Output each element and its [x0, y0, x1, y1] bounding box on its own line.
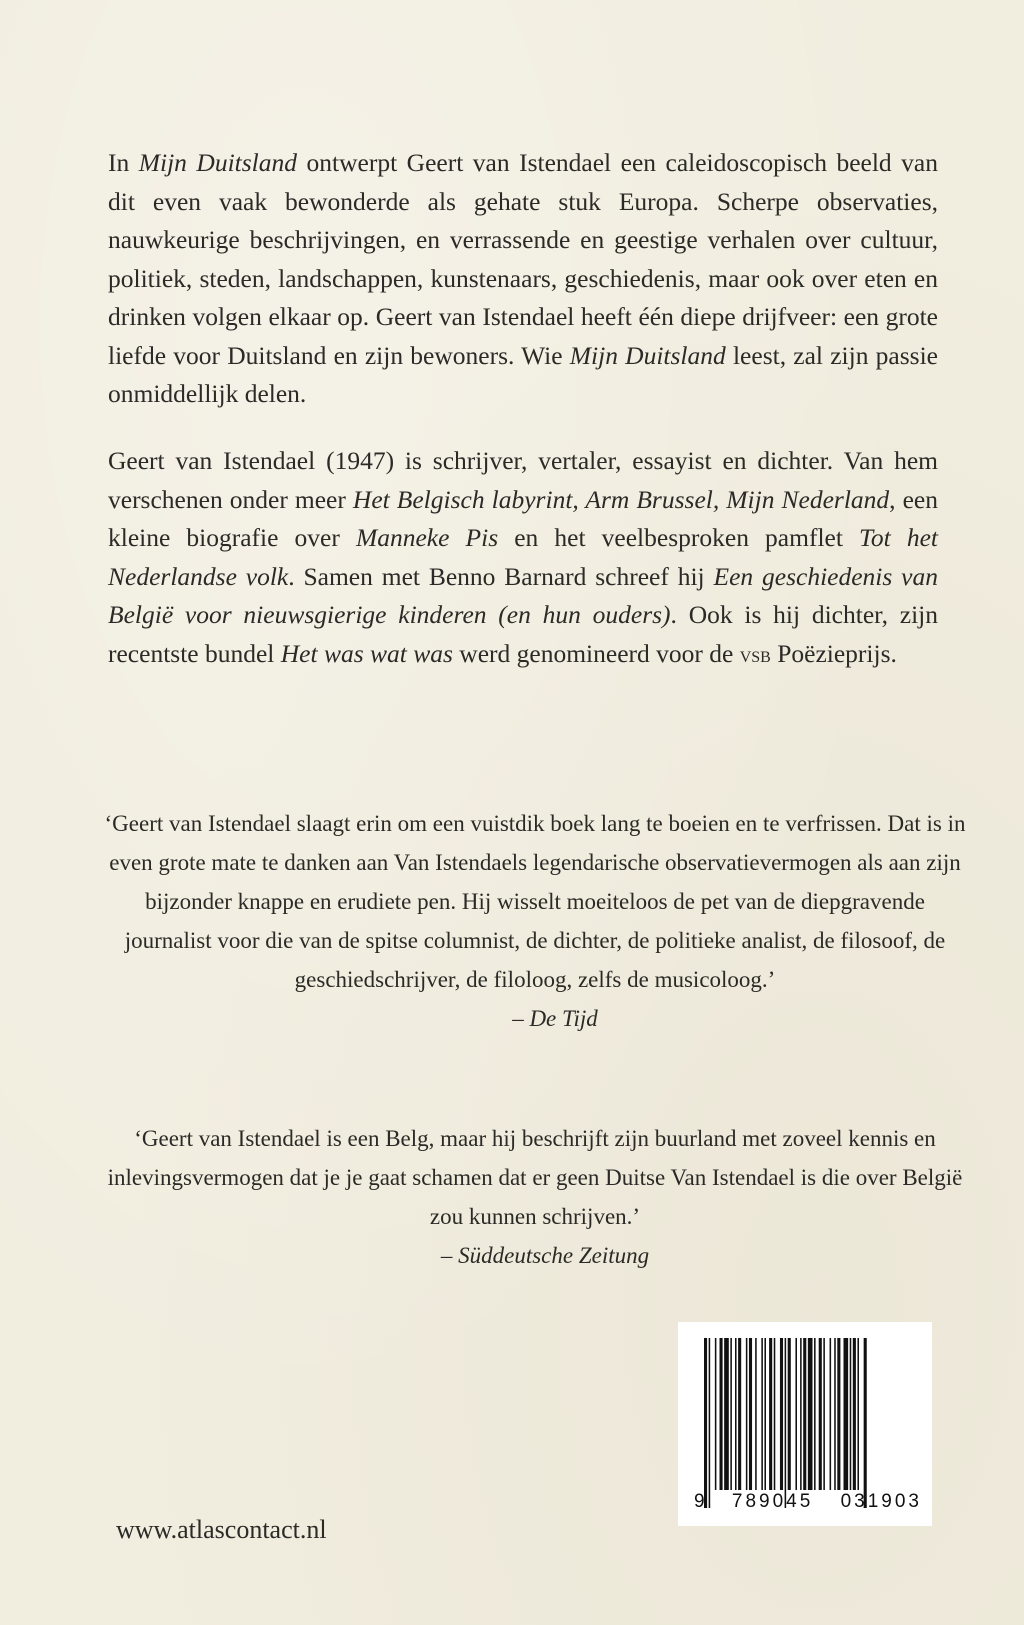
- barcode-bar: [844, 1338, 849, 1490]
- work-title: Tot het Nederlandse volk: [108, 523, 938, 591]
- barcode-bar: [864, 1338, 867, 1508]
- review-quote: [100, 1119, 970, 1275]
- barcode-bar: [749, 1338, 752, 1490]
- barcode-digits: [694, 1491, 922, 1513]
- quote-text: ‘Geert van Istendael slaagt erin om een vuistdik boek lang te boeien en te verfrissen. Dat is in even grote mate te danken aan Van Istendaels legendarische observatievermogen als aan zijn bijzonder knappe en erudiete pen. Hij wisselt moeiteloos de pet van de diepgravende journalist voor die van de spitse columnist, de dichter, de politieke analist, de filosoof, de geschiedschrijver, de filoloog, zelfs de musicoloog.’: [104, 811, 966, 992]
- bio-paragraph: [108, 442, 938, 674]
- barcode-bar: [720, 1338, 723, 1490]
- barcode-bar: [795, 1338, 797, 1490]
- barcode-bar: [704, 1338, 707, 1508]
- bio-text: Geert van Istendael (1947) is schrijver, vertaler, essayist en dichter. Van hem verschenen onder meer: [108, 446, 938, 514]
- description-text: leest, zal zijn passie onmiddellijk delen.: [108, 340, 938, 408]
- publisher-website[interactable]: www.atlascontact.nl: [116, 1515, 327, 1544]
- bio-text: . Samen met Benno Barnard schreef hij: [288, 561, 714, 591]
- book-title-italic: Mijn Duitsland: [569, 340, 726, 370]
- barcode-bar: [857, 1338, 859, 1490]
- book-title-italic: Mijn Duitsland: [138, 148, 298, 177]
- barcode-bar: [823, 1338, 825, 1490]
- barcode-bar: [785, 1338, 787, 1508]
- barcode-bar: [724, 1338, 729, 1490]
- barcode-bar: [837, 1338, 840, 1490]
- barcode-bar: [764, 1338, 766, 1490]
- book-description: [108, 144, 938, 414]
- barcode-bar: [735, 1338, 737, 1490]
- work-title: Manneke Pis: [355, 523, 499, 552]
- barcode-bar: [834, 1338, 836, 1490]
- barcode-bar: [746, 1338, 748, 1490]
- barcode-group-right: 031903: [840, 1491, 922, 1512]
- description-text: In: [108, 148, 139, 177]
- description-paragraph: [108, 144, 938, 414]
- barcode-bar: [755, 1338, 757, 1490]
- work-title: Een geschiedenis van België voor nieuwsgierige kinderen (en hun ouders): [108, 561, 938, 629]
- quote-text: ‘Geert van Istendael is een Belg, maar hij beschrijft zijn buurland met zoveel kennis en inlevingsvermogen dat je je gaat schamen dat er geen Duitse Van Istendael is die over België zou kunnen schrijven.’: [107, 1126, 963, 1229]
- barcode-bar: [780, 1338, 783, 1490]
- barcode-bar: [850, 1338, 852, 1490]
- barcode-bar: [808, 1338, 813, 1490]
- bio-text: Poëzieprijs.: [770, 638, 897, 668]
- quote-source: – De Tijd: [512, 1006, 598, 1031]
- isbn-barcode: [678, 1322, 932, 1526]
- barcode-bar: [709, 1338, 711, 1508]
- barcode-first-digit: 9: [694, 1491, 705, 1512]
- barcode-bar: [819, 1338, 822, 1490]
- barcode-bar: [803, 1338, 806, 1490]
- barcode-bar: [814, 1338, 816, 1490]
- barcode-bar: [715, 1338, 717, 1490]
- barcode-group-left: 789045: [731, 1491, 814, 1512]
- work-title: Het Belgisch labyrint, Arm Brussel, Mijn Nederland: [352, 484, 890, 514]
- review-quote: [100, 804, 970, 1038]
- barcode-bar: [853, 1338, 856, 1490]
- barcode-bar: [761, 1338, 763, 1490]
- barcode-bar: [769, 1338, 772, 1490]
- description-text: ontwerpt Geert van Istendael een caleidoscopisch beeld van dit even vaak bewonderde als gehate stuk Europa. Scherpe observaties, nauwkeurige beschrijvingen, en verrassende en geestige verhalen over cultuur, politiek, steden, landschappen, kunstenaars, geschiedenis, maar ook over eten en drinken volgen elkaar op. Geert van Istendael heeft één diepe drijfveer: een grote liefde voor Duitsland en zijn bewoners. Wie: [108, 148, 938, 370]
- barcode-bar: [730, 1338, 732, 1490]
- barcode-bar: [788, 1338, 791, 1490]
- author-bio: [108, 442, 938, 674]
- barcode-bar: [830, 1338, 832, 1490]
- bio-text: werd genomineerd voor de: [452, 638, 740, 668]
- barcode-bar: [800, 1338, 802, 1490]
- quote-source: – Süddeutsche Zeitung: [440, 1243, 650, 1268]
- bio-text: , een kleine biografie over: [108, 484, 938, 552]
- bio-small-caps: vsb: [739, 641, 771, 667]
- bio-text: . Ook is hij dichter, zijn recentste bundel: [108, 600, 939, 668]
- barcode-bar: [774, 1338, 776, 1490]
- bio-text: en het veelbesproken pamflet: [498, 523, 860, 552]
- work-title: Het was wat was: [280, 638, 453, 668]
- barcode-bar: [738, 1338, 741, 1490]
